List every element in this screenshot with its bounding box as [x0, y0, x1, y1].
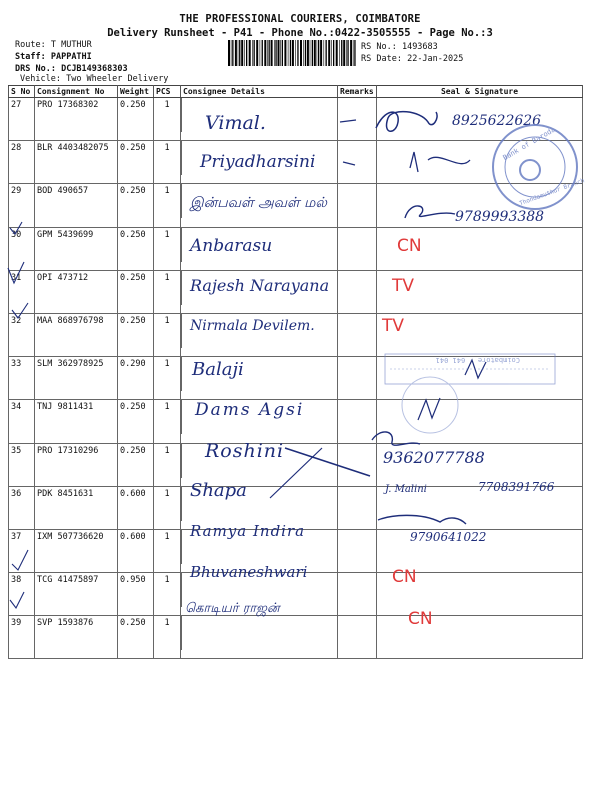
cell-pcs: 1	[154, 227, 181, 270]
cell-consignment: PDK 8451631	[35, 486, 118, 529]
barcode-bar	[231, 40, 232, 66]
cell-signature	[377, 98, 583, 141]
route-value: T MUTHUR	[50, 40, 92, 50]
cell-consignment: PRO 17310296	[35, 443, 118, 486]
barcode-bar	[292, 40, 294, 66]
consignee-box	[181, 616, 332, 650]
cell-weight: 0.250	[118, 400, 154, 443]
barcode-bar	[284, 40, 286, 66]
cell-signature	[377, 573, 583, 616]
col-sno: S No	[9, 86, 35, 98]
staff-line	[15, 51, 128, 63]
barcode-bar	[252, 40, 253, 66]
barcode-bar	[232, 40, 233, 66]
meta-right	[361, 41, 463, 65]
bank-seal-branch: Thondamuthur Branch	[518, 177, 586, 208]
consignee-box	[181, 357, 332, 391]
cell-consignee	[181, 98, 338, 141]
barcode-bar	[278, 40, 280, 66]
cell-remarks	[338, 313, 377, 356]
phone-handwriting: 9789993388	[455, 209, 545, 225]
phone-handwriting: 8925622626	[452, 113, 542, 129]
barcode-bar	[295, 40, 296, 66]
cell-consignee	[181, 529, 338, 572]
cell-weight: 0.250	[118, 616, 154, 659]
cell-consignee	[181, 357, 338, 400]
cell-pcs: 1	[154, 184, 181, 227]
rs-date-value: 22-Jan-2025	[407, 54, 464, 64]
rs-no-line	[361, 41, 463, 53]
cell-consignee	[181, 400, 338, 443]
cell-pcs: 1	[154, 616, 181, 659]
consignee-box	[181, 573, 332, 607]
cell-consignee	[181, 313, 338, 356]
cell-remarks	[338, 400, 377, 443]
table-row	[9, 486, 583, 529]
consignee-handwriting: Balaji	[192, 359, 244, 380]
cell-remarks	[338, 270, 377, 313]
table-row	[9, 400, 583, 443]
barcode-bar	[326, 40, 327, 66]
barcode-bar	[336, 40, 338, 66]
cell-pcs: 1	[154, 357, 181, 400]
post-office-stamp-text: Coimbatore - 641 041	[435, 356, 520, 364]
barcode-bar	[312, 40, 313, 66]
consignee-box	[181, 98, 332, 132]
cell-signature	[377, 270, 583, 313]
barcode-bar	[333, 40, 334, 66]
route-label: Route:	[15, 40, 46, 50]
barcode-bar	[262, 40, 263, 66]
cell-signature	[377, 141, 583, 184]
cell-remarks	[338, 529, 377, 572]
cell-sno: 37	[9, 529, 35, 572]
rs-date-line	[361, 53, 463, 65]
barcode-bar	[269, 40, 270, 66]
cell-consignee	[181, 616, 338, 659]
table-header-row	[9, 86, 583, 98]
cell-signature	[377, 616, 583, 659]
barcode-bar	[318, 40, 319, 66]
table-row	[9, 141, 583, 184]
cell-signature	[377, 227, 583, 270]
table-row	[9, 443, 583, 486]
col-signature: Seal & Signature	[377, 86, 583, 98]
barcode-bar	[239, 40, 240, 66]
cell-weight: 0.950	[118, 573, 154, 616]
cell-remarks	[338, 184, 377, 227]
table-row	[9, 270, 583, 313]
phone-handwriting: 9362077788	[383, 448, 485, 467]
barcode-bar	[303, 40, 304, 66]
barcode-bar	[297, 40, 298, 66]
table-row	[9, 529, 583, 572]
barcode-bar	[264, 40, 266, 66]
barcode-bar	[228, 40, 230, 66]
barcode-bar	[254, 40, 255, 66]
barcode-bar	[246, 40, 247, 66]
cell-consignment: SLM 362978925	[35, 357, 118, 400]
runsheet-table	[8, 85, 583, 659]
rs-date-label: RS Date:	[361, 54, 402, 64]
staff-label: Staff:	[15, 52, 46, 62]
consignee-handwriting: இன்பவள் அவள் மல்	[190, 195, 328, 211]
tv-mark: TV	[392, 276, 415, 296]
cell-sno: 38	[9, 573, 35, 616]
barcode-bar	[300, 40, 302, 66]
drs-value: DCJB149368303	[61, 64, 128, 74]
cell-pcs: 1	[154, 400, 181, 443]
phone-handwriting: 9790641022	[410, 530, 487, 544]
barcode-bar	[235, 40, 237, 66]
cell-weight: 0.250	[118, 270, 154, 313]
meta-left	[15, 39, 128, 75]
tv-mark: TV	[382, 316, 405, 336]
cell-pcs: 1	[154, 141, 181, 184]
table-row	[9, 357, 583, 400]
consignee-box	[181, 444, 332, 478]
cell-signature	[377, 529, 583, 572]
barcode-bar	[320, 40, 322, 66]
cell-consignee	[181, 270, 338, 313]
barcode-bar	[282, 40, 283, 66]
cell-sno: 35	[9, 443, 35, 486]
barcode-bar	[288, 40, 289, 66]
col-consignment: Consignment No	[35, 86, 118, 98]
table-row	[9, 227, 583, 270]
barcode-bar	[256, 40, 258, 66]
cell-sno: 29	[9, 184, 35, 227]
consignee-handwriting: Nirmala Devilem.	[190, 318, 315, 334]
cell-consignee	[181, 141, 338, 184]
cell-weight: 0.290	[118, 357, 154, 400]
cell-weight: 0.250	[118, 443, 154, 486]
cell-remarks	[338, 357, 377, 400]
consignee-handwriting: Shapa	[190, 480, 247, 501]
table-row	[9, 573, 583, 616]
cell-signature	[377, 357, 583, 400]
barcode-bar	[341, 40, 342, 66]
cell-sno: 32	[9, 313, 35, 356]
cell-sno: 27	[9, 98, 35, 141]
cell-signature	[377, 184, 583, 227]
barcode-bar	[280, 40, 281, 66]
barcode-bar	[274, 40, 275, 66]
vehicle-value: Two Wheeler Delivery	[66, 74, 169, 84]
cell-pcs: 1	[154, 529, 181, 572]
cell-sno: 31	[9, 270, 35, 313]
cell-sno: 36	[9, 486, 35, 529]
barcode-bar	[260, 40, 261, 66]
cell-sno: 28	[9, 141, 35, 184]
cell-remarks	[338, 227, 377, 270]
cell-consignment: OPI 473712	[35, 270, 118, 313]
consignee-box	[181, 184, 332, 218]
cn-mark: CN	[392, 567, 417, 587]
cell-consignment: GPM 5439699	[35, 227, 118, 270]
consignee-handwriting: கொடியர் ராஜன்	[185, 601, 280, 616]
page-subtitle: Delivery Runsheet - P41 - Phone No.:0422-3505555 - Page No.:3	[107, 27, 493, 39]
cell-sno: 39	[9, 616, 35, 659]
cell-weight: 0.250	[118, 313, 154, 356]
cn-mark: CN	[397, 236, 422, 256]
cell-remarks	[338, 486, 377, 529]
barcode-bar	[271, 40, 273, 66]
consignee-box	[181, 228, 332, 262]
cell-weight: 0.600	[118, 529, 154, 572]
cell-sno: 33	[9, 357, 35, 400]
cell-weight: 0.250	[118, 141, 154, 184]
cell-remarks	[338, 573, 377, 616]
page-title: THE PROFESSIONAL COURIERS, COIMBATORE	[179, 13, 421, 25]
consignee-handwriting: Rajesh Narayana	[190, 276, 330, 295]
cell-pcs: 1	[154, 573, 181, 616]
rs-no-label: RS No.:	[361, 42, 397, 52]
consignee-box	[181, 487, 332, 521]
cell-consignee	[181, 227, 338, 270]
consignee-handwriting: Ramya Indira	[190, 522, 306, 540]
barcode-bar	[275, 40, 276, 66]
barcode	[228, 40, 356, 66]
consignee-box	[181, 314, 332, 348]
cell-sno: 34	[9, 400, 35, 443]
consignee-handwriting: Vimal.	[205, 112, 266, 134]
cell-consignment: BLR 4403482075	[35, 141, 118, 184]
consignee-box	[181, 400, 332, 434]
cell-consignee	[181, 573, 338, 616]
barcode-bar	[343, 40, 345, 66]
cell-pcs: 1	[154, 98, 181, 141]
consignee-handwriting: Priyadharsini	[200, 152, 316, 172]
barcode-bar	[290, 40, 291, 66]
barcode-bar	[324, 40, 325, 66]
cell-consignment: TNJ 9811431	[35, 400, 118, 443]
cn-mark: CN	[408, 609, 433, 629]
cell-pcs: 1	[154, 486, 181, 529]
cell-weight: 0.250	[118, 227, 154, 270]
cell-sno: 30	[9, 227, 35, 270]
barcode-bar	[328, 40, 330, 66]
cell-consignee	[181, 443, 338, 486]
cell-weight: 0.250	[118, 184, 154, 227]
note-handwriting: J. Malini	[385, 484, 427, 495]
bank-seal-name: Bank of Baroda	[501, 125, 557, 163]
vehicle-label: Vehicle:	[20, 74, 61, 84]
col-consignee: Consignee Details	[181, 86, 338, 98]
barcode-bar	[314, 40, 316, 66]
cell-remarks	[338, 141, 377, 184]
barcode-bar	[346, 40, 347, 66]
barcode-bar	[331, 40, 332, 66]
col-remarks: Remarks	[338, 86, 377, 98]
consignee-handwriting: Dams Agsi	[195, 400, 305, 420]
consignee-box	[181, 141, 332, 175]
barcode-bar	[317, 40, 318, 66]
consignee-box	[181, 271, 332, 305]
cell-consignment: MAA 868976798	[35, 313, 118, 356]
staff-value: PAPPATHI	[50, 52, 92, 62]
barcode-bar	[307, 40, 309, 66]
cell-signature	[377, 443, 583, 486]
cell-consignee	[181, 486, 338, 529]
cell-consignment: IXM 507736620	[35, 529, 118, 572]
barcode-bar	[249, 40, 251, 66]
table-row	[9, 184, 583, 227]
barcode-bar	[339, 40, 340, 66]
barcode-bar	[354, 40, 355, 66]
cell-remarks	[338, 616, 377, 659]
barcode-bar	[305, 40, 306, 66]
col-pcs: PCS	[154, 86, 181, 98]
cell-pcs: 1	[154, 270, 181, 313]
route-line	[15, 39, 128, 51]
consignee-box	[181, 530, 332, 564]
table-row	[9, 313, 583, 356]
col-weight: Weight	[118, 86, 154, 98]
cell-signature	[377, 400, 583, 443]
barcode-bar	[347, 40, 348, 66]
barcode-bar	[241, 40, 243, 66]
barcode-bar	[238, 40, 239, 66]
barcode-bar	[267, 40, 268, 66]
cell-signature	[377, 486, 583, 529]
barcode-bar	[310, 40, 311, 66]
cell-weight: 0.600	[118, 486, 154, 529]
rs-no-value: 1493683	[401, 42, 438, 52]
cell-weight: 0.250	[118, 98, 154, 141]
drs-label: DRS No.:	[15, 64, 56, 74]
cell-remarks	[338, 443, 377, 486]
cell-consignment: SVP 1593876	[35, 616, 118, 659]
table-row	[9, 616, 583, 659]
cell-pcs: 1	[154, 313, 181, 356]
cell-pcs: 1	[154, 443, 181, 486]
table-row	[9, 98, 583, 141]
barcode-bar	[244, 40, 245, 66]
cell-consignment: TCG 41475897	[35, 573, 118, 616]
barcode-bar	[350, 40, 352, 66]
phone-handwriting: 7708391766	[478, 480, 555, 494]
cell-consignment: PRO 17368302	[35, 98, 118, 141]
consignee-handwriting: Bhuvaneshwari	[190, 563, 308, 581]
consignee-handwriting: Anbarasu	[190, 236, 273, 256]
cell-signature	[377, 313, 583, 356]
cell-remarks	[338, 98, 377, 141]
cell-consignee	[181, 184, 338, 227]
barcode-bar	[353, 40, 354, 66]
consignee-handwriting: Roshini	[205, 440, 285, 462]
vehicle-line	[20, 74, 168, 84]
cell-consignment: BOD 490657	[35, 184, 118, 227]
